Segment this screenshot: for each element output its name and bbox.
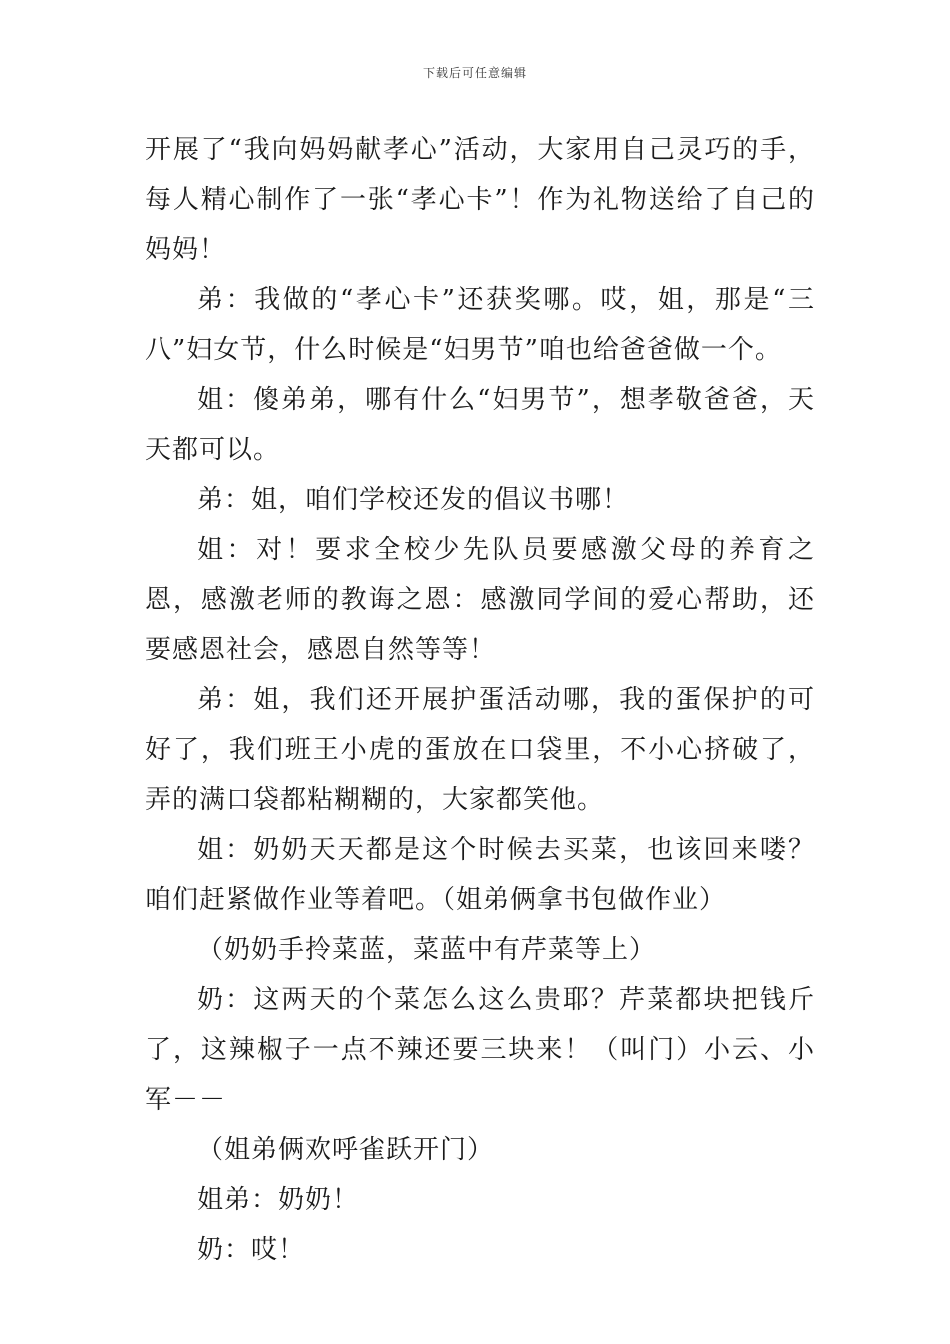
paragraph: 弟：姐，咱们学校还发的倡议书哪！	[197, 485, 630, 515]
paragraph: 弟：我做的“孝心卡”还获奖哪。哎，姐，那是“三八”妇女节，什么时候是“妇男节”咱也给爸爸做一个。	[145, 285, 815, 365]
paragraph: 姐：傻弟弟，哪有什么“妇男节”，想孝敬爸爸，天天都可以。	[145, 385, 815, 465]
paragraph: 奶：这两天的个菜怎么这么贵耶？芹菜都块把钱斤了，这辣椒子一点不辣还要三块来！（叫门）小云、小军－－	[145, 985, 815, 1115]
stage-direction: （奶奶手拎菜蓝，菜蓝中有芹菜等上）	[197, 935, 657, 965]
document-body	[145, 125, 815, 1275]
paragraph: 开展了“我向妈妈献孝心”活动，大家用自己灵巧的手，每人精心制作了一张“孝心卡”！作为礼物送给了自己的妈妈！	[145, 135, 815, 265]
paragraph: 奶：哎！	[197, 1235, 306, 1265]
paragraph: 姐弟：奶奶！	[197, 1185, 360, 1215]
header-note: 下载后可任意编辑	[422, 66, 527, 80]
paragraph: 姐：奶奶天天都是这个时候去买菜，也该回来喽？咱们赶紧做作业等着吧。（姐弟俩拿书包做作业）	[145, 835, 815, 915]
paragraph: 姐：对！要求全校少先队员要感激父母的养育之恩，感激老师的教诲之恩：感激同学间的爱心帮助，还要感恩社会，感恩自然等等！	[145, 535, 815, 665]
stage-direction: （姐弟俩欢呼雀跃开门）	[197, 1135, 495, 1165]
paragraph: 弟：姐，我们还开展护蛋活动哪，我的蛋保护的可好了，我们班王小虎的蛋放在口袋里，不小心挤破了，弄的满口袋都粘糊糊的，大家都笑他。	[145, 685, 815, 815]
